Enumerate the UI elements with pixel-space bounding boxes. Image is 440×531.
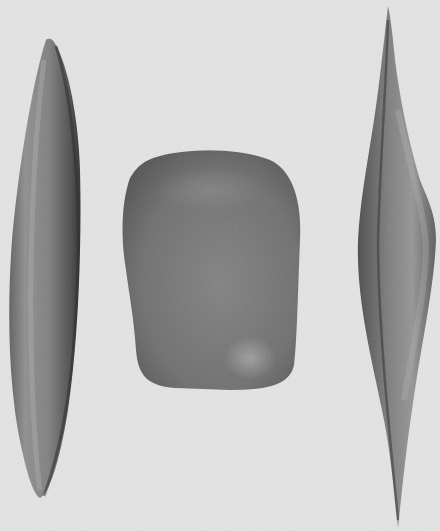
face-view-highlight-top [155, 168, 265, 212]
face-view [123, 150, 301, 390]
face-view-highlight [224, 336, 276, 380]
